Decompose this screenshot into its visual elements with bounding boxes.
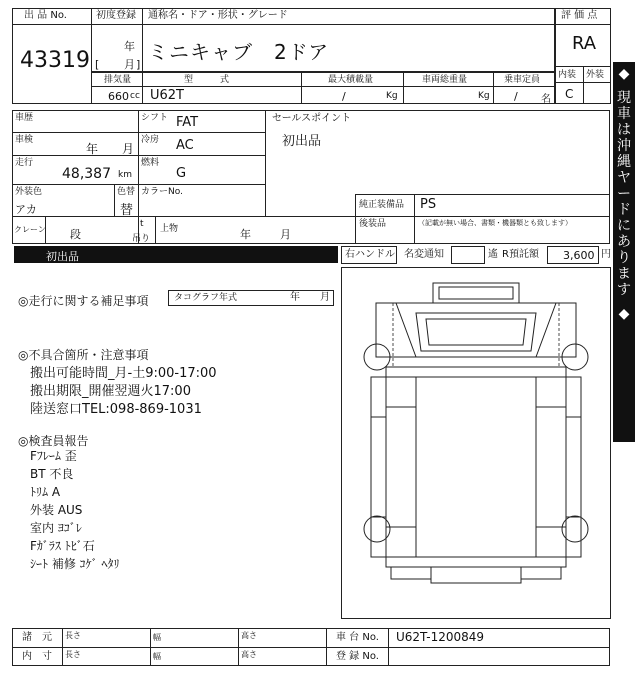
- lift-label: 上物: [160, 224, 179, 234]
- inspection-year: 年: [86, 142, 99, 156]
- defect-line: 搬出可能時間_月-土9:00-17:00: [30, 366, 217, 381]
- cc-unit: cc: [130, 91, 140, 101]
- diamond-icon: ◆: [618, 66, 630, 82]
- inspector-line: ﾄﾘﾑ A: [30, 485, 61, 499]
- evaluation-label: 評 価 点: [561, 10, 598, 21]
- exterior-color-label: 外装色: [15, 187, 43, 197]
- interior-grade-label: 内装: [558, 70, 577, 80]
- length-label: 長さ: [65, 631, 81, 640]
- fuel-label: 燃料: [141, 158, 160, 168]
- color-code-label: カラーNo.: [141, 187, 183, 197]
- okinawa-yard-banner: ◆ 現 車 は 沖 縄 ヤ ー ド に あ り ま す ◆: [613, 62, 635, 442]
- month-label: 月: [124, 58, 135, 71]
- shift: FAT: [176, 115, 199, 130]
- ac-label: 冷房: [141, 135, 160, 145]
- chassis-no-label: 車 台 No.: [336, 632, 379, 643]
- first-listing-bar: [14, 246, 338, 263]
- interior-dimensions-label: 内 寸: [22, 651, 52, 662]
- model-label: 型 式: [184, 75, 230, 85]
- gross-weight-label: 車両総重量: [422, 75, 468, 85]
- chassis-number: U62T-1200849: [396, 630, 485, 644]
- gross-weight-kg: Kg: [478, 91, 490, 101]
- defect-line: 搬出期限_開催翌週火17:00: [30, 384, 191, 399]
- name-change-label: 名変通知: [404, 249, 444, 260]
- lift-year: 年: [240, 228, 251, 241]
- mileage-unit: km: [118, 170, 132, 180]
- car-name-label: 通称名・ドア・形状・グレード: [148, 10, 288, 21]
- inspector-title: ◎検査員報告: [18, 434, 89, 448]
- mileage-label: 走行: [15, 158, 34, 168]
- car-name: ミニキャブ 2ドア: [148, 40, 330, 64]
- ac: AC: [176, 138, 194, 153]
- width-label: 幅: [153, 652, 161, 661]
- tachograph-year: 年: [290, 292, 300, 303]
- shift-label: シフト: [141, 113, 169, 123]
- inspection-month: 月: [122, 142, 135, 156]
- capacity-label: 乗車定員: [504, 75, 541, 85]
- crane-hoist: 吊り: [132, 234, 151, 244]
- deposit-amount: 3,600: [563, 249, 595, 262]
- genuine-equipment-label: 純正装備品: [359, 200, 405, 210]
- exterior-color: アカ: [15, 203, 37, 216]
- tachograph-month: 月: [320, 292, 330, 303]
- fuel: G: [176, 166, 187, 181]
- first-listing-label: 初出品: [46, 250, 79, 263]
- defects-title: ◎不具合箇所・注意事項: [18, 348, 149, 362]
- sales-point: 初出品: [282, 134, 322, 149]
- crane-label: クレーン: [14, 225, 46, 234]
- name-change-box: [451, 246, 485, 264]
- aftermarket-label: 後装品: [359, 219, 387, 229]
- inspector-line: ｼｰﾄ 補修 ｺｹﾞ ﾍﾀﾘ: [30, 557, 120, 571]
- capacity-slash: /: [514, 90, 518, 103]
- bracket-close: ]: [136, 58, 141, 71]
- genuine-equipment: PS: [420, 197, 437, 212]
- width-label: 幅: [153, 633, 161, 642]
- mileage: 48,387: [62, 166, 111, 182]
- yen-unit: 円: [601, 249, 611, 260]
- color-change: 替: [120, 203, 134, 218]
- dimensions-label: 諸 元: [22, 632, 52, 643]
- rhd-label: 右ハンドル: [345, 249, 395, 260]
- sales-point-label: セールスポイント: [272, 113, 352, 124]
- deposit-prefix: 遙: [488, 249, 498, 260]
- tachograph-label: タコグラフ年式: [174, 293, 238, 303]
- year-label: 年: [124, 40, 135, 53]
- inspection-label: 車検: [15, 135, 34, 145]
- defect-line: 陸送窓口TEL:098-869-1031: [30, 402, 202, 417]
- model-code: U62T: [150, 88, 184, 103]
- lot-number-label: 出 品 No.: [24, 10, 67, 21]
- displacement: 660: [108, 90, 129, 103]
- max-load-slash: /: [342, 90, 346, 103]
- color-change-label: 色替: [117, 187, 136, 197]
- lift-month: 月: [280, 228, 291, 241]
- inspector-line: Fｶﾞﾗｽ ﾄﾋﾞ石: [30, 539, 95, 553]
- max-load-label: 最大積載量: [328, 75, 374, 85]
- history-label: 車歴: [15, 113, 34, 123]
- crane-stage: 段: [70, 228, 81, 241]
- registration-no-label: 登 録 No.: [336, 651, 379, 662]
- height-label: 高さ: [241, 650, 257, 659]
- interior-grade: C: [565, 87, 574, 101]
- inspector-line: 外装 AUS: [30, 503, 83, 517]
- lot-number: 43319: [20, 48, 90, 73]
- inspector-line: Fﾌﾚｰﾑ 歪: [30, 449, 77, 463]
- length-label: 長さ: [65, 650, 81, 659]
- evaluation-score: RA: [572, 33, 597, 54]
- max-load-kg: Kg: [386, 91, 398, 101]
- inspector-line: 室内 ﾖｺﾞﾚ: [30, 521, 82, 535]
- diamond-icon: ◆: [618, 306, 630, 322]
- capacity-unit: 名: [541, 94, 551, 105]
- bracket-open: [: [95, 58, 100, 71]
- height-label: 高さ: [241, 631, 257, 640]
- crane-ton: t: [140, 219, 144, 229]
- first-registration-label: 初度登録: [96, 10, 136, 21]
- supplement-title: ◎走行に関する補足事項: [18, 294, 149, 308]
- exterior-grade-label: 外装: [586, 70, 605, 80]
- vehicle-damage-diagram: [341, 267, 611, 619]
- displacement-label: 排気量: [104, 75, 132, 85]
- aftermarket-note: （記載が無い場合、書類・機器類とも致します）: [418, 219, 572, 227]
- deposit-label: R預託額: [502, 249, 539, 260]
- inspector-line: BT 不良: [30, 467, 74, 481]
